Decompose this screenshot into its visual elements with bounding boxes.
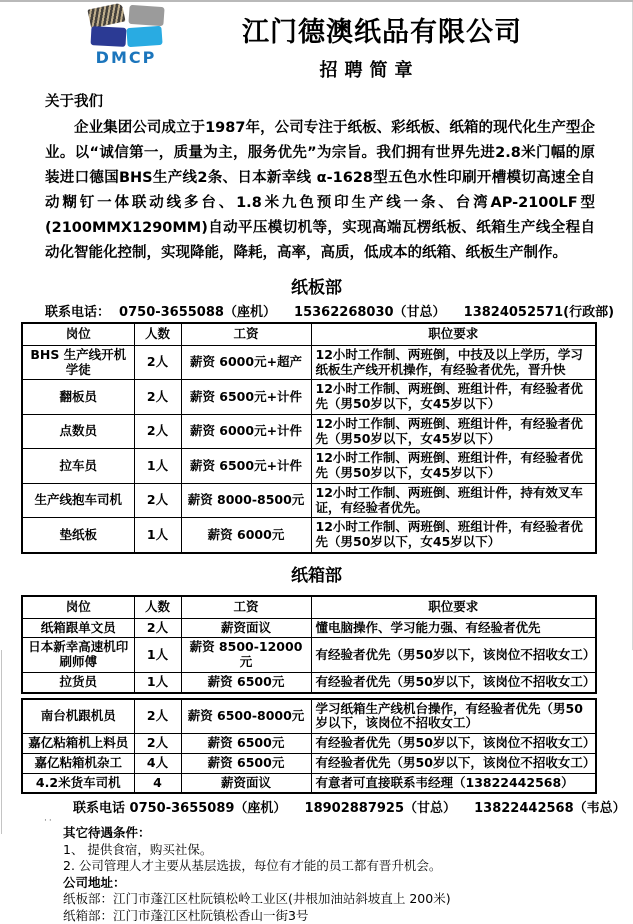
column-header-salary: 工资 [181, 323, 311, 345]
cell-requirement: 学习纸箱生产线机台操作，有经验者优先（男50岁以下，该岗位不招收女工） [311, 699, 596, 734]
carton-table-bottom [21, 698, 597, 795]
address-item: 纸箱部：江门市蓬江区杜阮镇松香山一街3号 [63, 907, 309, 923]
column-header-requirement: 职位要求 [311, 596, 596, 618]
table-row [22, 380, 596, 415]
cell-count: 2人 [134, 414, 181, 449]
cell-position: 生产线抱车司机 [22, 483, 134, 518]
company-name: 江门德澳纸品有限公司 [242, 17, 522, 48]
cell-salary: 薪资面议 [181, 773, 311, 793]
cell-requirement: 懂电脑操作、学习能力强、有经验者优先 [311, 618, 596, 638]
cell-salary: 薪资 6500元 [181, 672, 311, 692]
cell-position: 嘉亿粘箱机杂工 [22, 753, 134, 773]
page-edge-left [1, 650, 2, 834]
address-heading: 公司地址： [63, 874, 126, 890]
table-row [22, 753, 596, 773]
carton-table-top [21, 595, 597, 694]
cell-position: 拉货员 [22, 672, 134, 692]
about-paragraph: 企业集团公司成立于1987年，公司专注于纸板、彩纸板、纸箱的现代化生产型企业。以“诚信第一，质量为主，服务优先”为宗旨。我们拥有世界先进2.8米门幅的原装进口德国BHS生产线2条、日本新幸线 α-1628型五色水性印刷开槽模切高速全自动糊钉一体联动线多台、1.8米九色预印生产线一条、台湾AP-2100LF型(2100MMX1290MM)自动平压模切机等，实现高端瓦楞纸板、纸箱生产线全程自动化智能化控制，实现降能，降耗，高率，高质，低成本的纸箱、纸板生产制作。 [45, 120, 595, 261]
about-heading: 关于我们 [45, 94, 103, 110]
table-row [22, 638, 596, 673]
column-header-requirement: 职位要求 [311, 323, 596, 345]
cell-count: 1人 [134, 518, 181, 553]
cell-count: 2人 [134, 380, 181, 415]
cell-salary: 薪资 6000元 [181, 518, 311, 553]
table-row [22, 734, 596, 754]
cell-requirement: 有经验者优先（男50岁以下，该岗位不招收女工） [311, 638, 596, 673]
logo-square-stack-icon [87, 3, 125, 29]
cell-salary: 薪资 6500-8000元 [181, 699, 311, 734]
table-row [22, 672, 596, 692]
cell-count: 4人 [134, 753, 181, 773]
cell-salary: 薪资 6500元 [181, 734, 311, 754]
table-row [22, 518, 596, 553]
cell-salary: 薪资面议 [181, 618, 311, 638]
contact-line-board: 联系电话： 0750-3655088（座机） 15362268030（甘总） 13824052571(行政部) [45, 305, 615, 320]
cell-position: 纸箱跟单文员 [22, 618, 134, 638]
cell-position: 4.2米货车司机 [22, 773, 134, 793]
contact-line-carton: 联系电话 0750-3655089（座机） 18902887925（甘总） 13822442568（韦总） [73, 801, 626, 817]
cell-count: 1人 [134, 638, 181, 673]
column-header-count: 人数 [134, 323, 181, 345]
cell-requirement: 有经验者优先（男50岁以下，该岗位不招收女工） [311, 734, 596, 754]
cell-count: 2人 [134, 345, 181, 380]
benefit-item: 1、 提供食宿，购买社保。 [63, 841, 213, 857]
cell-salary: 薪资 6500元+计件 [181, 380, 311, 415]
table-row [22, 483, 596, 518]
carton-table-header-row [22, 596, 596, 618]
cell-salary: 薪资 6000元+超产 [181, 345, 311, 380]
cell-requirement: 有经验者优先（男50岁以下，该岗位不招收女工） [311, 672, 596, 692]
table-row [22, 618, 596, 638]
cell-position: 翻板员 [22, 380, 134, 415]
board-table [21, 322, 597, 554]
logo-mark-icon [87, 5, 165, 47]
cell-requirement: 12小时工作制、两班倒、班组计件，有经验者优先（男50岁以下，女45岁以下） [311, 518, 596, 553]
header [0, 2, 633, 82]
cell-requirement: 有意者可直接联系韦经理（13822442568） [311, 773, 596, 793]
cell-position: 日本新幸高速机印刷师傅 [22, 638, 134, 673]
address-item: 纸板部：江门市蓬江区杜阮镇松岭工业区(井根加油站斜坡直上 200米) [63, 891, 451, 907]
table-row [22, 414, 596, 449]
cell-count: 4 [134, 773, 181, 793]
cell-requirement: 12小时工作制、两班倒、班组计件，有经验者优先（男50岁以下，女45岁以下） [311, 414, 596, 449]
cell-requirement: 12小时工作制、两班倒、班组计件，持有效叉车证，有经验者优先。 [311, 483, 596, 518]
section-title-carton: 纸箱部 [291, 565, 342, 586]
column-header-count: 人数 [134, 596, 181, 618]
table-row [22, 699, 596, 734]
cell-count: 1人 [134, 672, 181, 692]
table-row [22, 345, 596, 380]
table-row [22, 773, 596, 793]
cell-requirement: 12小时工作制、两班倒、班组计件，有经验者优先（男50岁以下，女45岁以下） [311, 380, 596, 415]
footer [63, 825, 633, 924]
cell-position: BHS 生产线开机学徒 [22, 345, 134, 380]
cell-salary: 薪资 8000-8500元 [181, 483, 311, 518]
cell-count: 2人 [134, 618, 181, 638]
cell-count: 2人 [134, 734, 181, 754]
logo-square-navy-icon [91, 26, 127, 47]
cell-requirement: 有经验者优先（男50岁以下，该岗位不招收女工） [311, 753, 596, 773]
cell-count: 2人 [134, 483, 181, 518]
cell-salary: 薪资 6500元 [181, 753, 311, 773]
benefits-heading: 其它待遇条件： [63, 825, 151, 841]
board-table-header-row [22, 323, 596, 345]
logo-square-gray-icon [128, 5, 164, 26]
column-header-position: 岗位 [22, 323, 134, 345]
logo-square-cyan-icon [126, 26, 162, 47]
section-title-board: 纸板部 [291, 278, 342, 298]
cell-position: 点数员 [22, 414, 134, 449]
cell-salary: 薪资 6000元+计件 [181, 414, 311, 449]
cell-count: 1人 [134, 449, 181, 484]
cell-position: 垫纸板 [22, 518, 134, 553]
logo-text: DMCP [95, 48, 157, 67]
page-artifact-dots: ·· [44, 816, 54, 826]
company-logo [66, 5, 186, 67]
doc-title: 招聘简章 [319, 60, 420, 81]
cell-position: 拉车员 [22, 449, 134, 484]
title-block [186, 5, 633, 82]
cell-position: 嘉亿粘箱机上料员 [22, 734, 134, 754]
column-header-position: 岗位 [22, 596, 134, 618]
cell-requirement: 12小时工作制、两班倒、班组计件，有经验者优先（男50岁以下，女45岁以下） [311, 449, 596, 484]
column-header-salary: 工资 [181, 596, 311, 618]
benefit-item: 2. 公司管理人才主要从基层选拔，每位有才能的员工都有晋升机会。 [63, 858, 442, 874]
cell-count: 2人 [134, 699, 181, 734]
cell-requirement: 12小时工作制、两班倒，中技及以上学历，学习纸板生产线开机操作，有经验者优先，晋升快 [311, 345, 596, 380]
cell-position: 南台机跟机员 [22, 699, 134, 734]
cell-salary: 薪资 6500元+计件 [181, 449, 311, 484]
table-row [22, 449, 596, 484]
cell-salary: 薪资 8500-12000元 [181, 638, 311, 673]
